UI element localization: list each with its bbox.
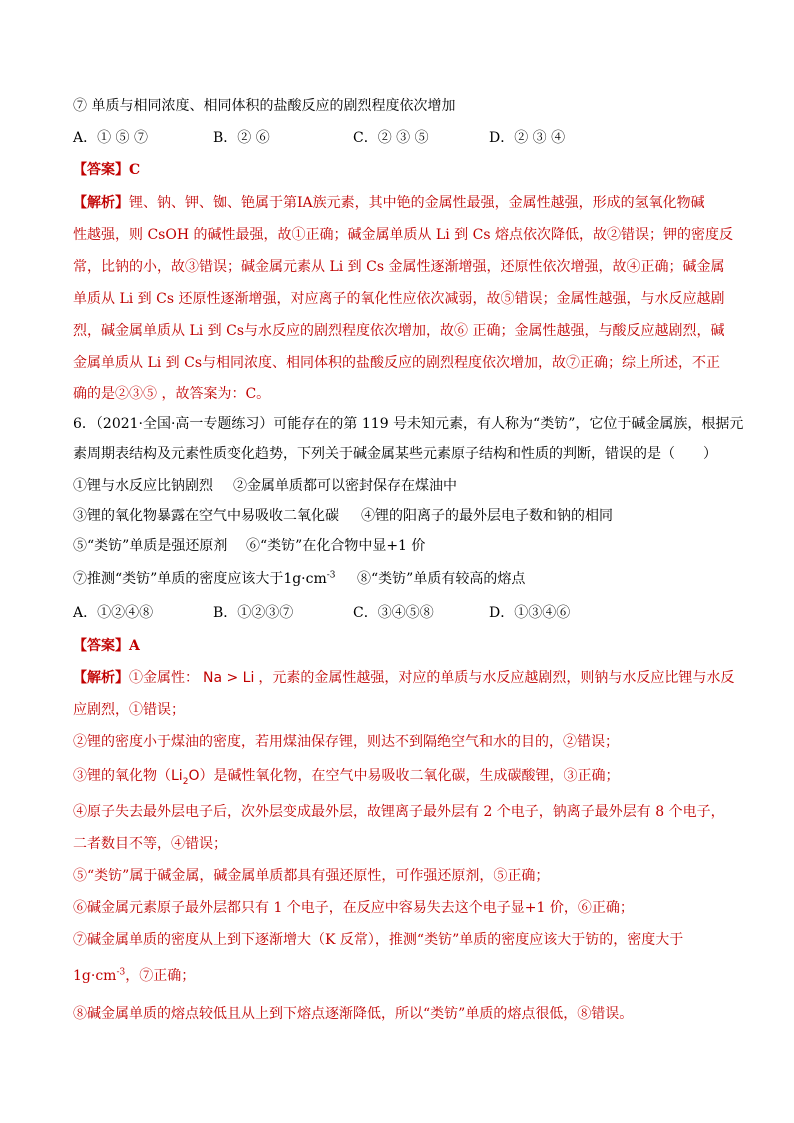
answer-value: C bbox=[129, 162, 141, 178]
q6-analysis-6: ⑥碱金属元素原子最外层都只有 1 个电子，在反应中容易失去这个电子显+1 价，⑥正确； bbox=[73, 900, 634, 916]
q6-analysis-1-line-2: 应剧烈，①错误； bbox=[73, 702, 185, 718]
q6-option-b[interactable]: B．①②③⑦ bbox=[213, 605, 294, 621]
q6-analysis-8: ⑧碱金属单质的熔点较低且从上到下熔点逐渐降低，所以“类钫”单质的熔点很低，⑧错误。 bbox=[73, 1006, 634, 1022]
q5-analysis-line-7: 确的是②③⑤ ，故答案为：C。 bbox=[73, 386, 271, 402]
q6-statements-7-8 bbox=[73, 569, 525, 589]
q6-analysis-1-line-1 bbox=[73, 668, 734, 688]
q6-statement-3: ③锂的氧化物暴露在空气中易吸收二氧化碳 bbox=[73, 508, 339, 524]
q6-stem-line-1: 6．（2021·全国·高一专题练习）可能存在的第 119 号未知元素，有人称为“类钫”，它位于碱金属族，根据元 bbox=[73, 416, 744, 432]
analysis-7-post: ，⑦正确； bbox=[125, 968, 196, 984]
q6-stem-line-2: 素周期表结构及元素性质变化趋势，下列关于碱金属某些元素原子结构和性质的判断，错误的是（ ） bbox=[73, 446, 717, 462]
analysis-1-post: ，元素的金属性越强，对应的单质与水反应越剧烈，则钠与水反应比锂与水反 bbox=[258, 670, 735, 686]
analysis-7-unit: 1g·cm bbox=[73, 968, 117, 984]
q5-analysis-line-5: 烈，碱金属单质从 Li 到 Cs与水反应的剧烈程度依次增加，故⑥ 正确；金属性越强，与酸反应越剧烈，碱 bbox=[73, 323, 725, 339]
analysis-tag: 【解析】 bbox=[73, 195, 129, 211]
lithium-oxide-formula bbox=[171, 768, 200, 787]
analysis-3-post: ）是碱性氧化物，在空气中易吸收二氧化碳，生成碳酸锂，③正确； bbox=[199, 768, 620, 784]
analysis-1-pre: ①金属性： bbox=[129, 670, 199, 686]
q6-statement-7-text: ⑦推测“类钫”单质的密度应该大于1g·cm bbox=[73, 571, 327, 587]
formula-o: O bbox=[188, 768, 200, 784]
q6-analysis-4-line-2: 二者数目不等，④错误； bbox=[73, 836, 227, 852]
q5-option-a[interactable]: A．① ⑤ ⑦ bbox=[73, 130, 149, 146]
q6-statement-5: ⑤“类钫”单质是强还原剂 bbox=[73, 538, 228, 554]
q6-option-a[interactable]: A．①②④⑧ bbox=[73, 605, 154, 621]
q5-analysis-line-6: 金属单质从 Li 到 Cs与相同浓度、相同体积的盐酸反应的剧烈程度依次增加，故⑦正确；综上所述，不正 bbox=[73, 355, 721, 371]
q6-statement-6: ⑥“类钫”在化合物中显+1 价 bbox=[246, 538, 426, 554]
q6-option-d[interactable]: D．①③④⑥ bbox=[489, 605, 571, 621]
analysis-7-sup: -3 bbox=[116, 967, 126, 978]
q5-option-b[interactable]: B．② ⑥ bbox=[213, 130, 270, 146]
analysis-1-math: Na > Li bbox=[203, 670, 255, 686]
q5-answer bbox=[73, 160, 140, 180]
q6-option-c[interactable]: C．③④⑤⑧ bbox=[353, 605, 434, 621]
q6-statement-1: ①锂与水反应比钠剧烈 bbox=[73, 478, 213, 494]
q5-options bbox=[73, 128, 565, 148]
analysis-tag: 【解析】 bbox=[73, 670, 129, 686]
q5-analysis-line-2: 性越强，则 CsOH 的碱性最强，故①正确；碱金属单质从 Li 到 Cs 熔点依次降低，故②错误；钾的密度反 bbox=[73, 227, 733, 243]
q6-analysis-7-line-1: ⑦碱金属单质的密度从上到下逐渐增大（K 反常），推测“类钫”单质的密度应该大于钫的，密度大于 bbox=[73, 932, 684, 948]
q5-analysis-line-3: 常，比钠的小，故③错误；碱金属元素从 Li 到 Cs 金属性逐渐增强，还原性依次增强，故④正确；碱金属 bbox=[73, 259, 725, 275]
q6-statement-4: ④锂的阳离子的最外层电子数和钠的相同 bbox=[361, 508, 613, 524]
q5-analysis-line-1 bbox=[73, 193, 705, 213]
analysis-3-pre: ③锂的氧化物（ bbox=[73, 768, 171, 784]
q6-statements-1-2 bbox=[73, 476, 457, 496]
q5-analysis-line-4: 单质从 Li 到 Cs 还原性逐渐增强，对应离子的氧化性应依次减弱，故⑤错误；金属性越强，与水反应越剧 bbox=[73, 291, 725, 307]
q6-analysis-3 bbox=[73, 766, 619, 786]
analysis-text: 锂、钠、钾、铷、铯属于第ⅠA族元素，其中铯的金属性最强，金属性越强，形成的氢氧化物碱 bbox=[129, 195, 705, 211]
q6-statements-5-6 bbox=[73, 536, 425, 556]
answer-tag: 【答案】 bbox=[73, 162, 129, 178]
formula-sub: 2 bbox=[182, 776, 189, 787]
q6-analysis-4-line-1: ④原子失去最外层电子后，次外层变成最外层，故锂离子最外层有 2 个电子，钠离子最外层有 8 个电子， bbox=[73, 804, 725, 820]
q6-statement-8: ⑧“类钫”单质有较高的熔点 bbox=[357, 571, 526, 587]
q6-statement-7 bbox=[73, 569, 357, 589]
q5-statement-7: ⑦ 单质与相同浓度、相同体积的盐酸反应的剧烈程度依次增加 bbox=[73, 98, 456, 114]
answer-tag: 【答案】 bbox=[73, 638, 129, 654]
q5-option-d[interactable]: D．② ③ ④ bbox=[489, 130, 566, 146]
q6-analysis-5: ⑤“类钫”属于碱金属，碱金属单质都具有强还原性，可作强还原剂，⑤正确； bbox=[73, 868, 550, 884]
q6-answer bbox=[73, 636, 140, 656]
q6-options bbox=[73, 603, 570, 623]
answer-value: A bbox=[129, 638, 140, 654]
q6-statements-3-4 bbox=[73, 506, 613, 526]
q6-analysis-2: ②锂的密度小于煤油的密度，若用煤油保存锂，则达不到隔绝空气和水的目的，②错误； bbox=[73, 734, 619, 750]
q6-statement-7-sup: -3 bbox=[326, 570, 336, 581]
q6-statement-2: ②金属单质都可以密封保存在煤油中 bbox=[233, 478, 457, 494]
q6-analysis-7-line-2 bbox=[73, 966, 195, 986]
q5-option-c[interactable]: C．② ③ ⑤ bbox=[353, 130, 429, 146]
formula-li: Li bbox=[171, 768, 183, 784]
